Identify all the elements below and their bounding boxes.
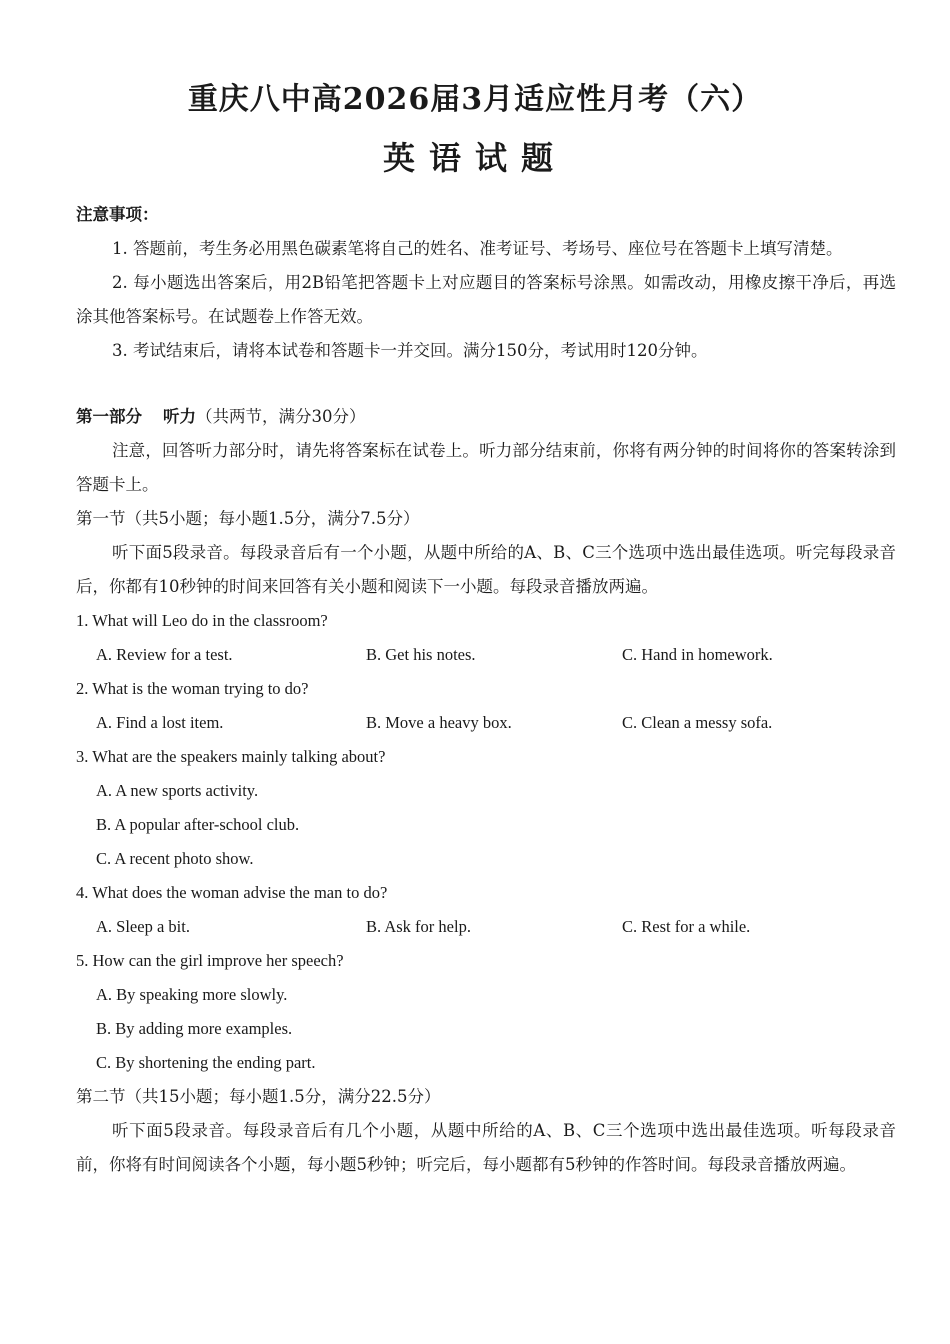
option-c: C. Hand in homework. [622, 645, 773, 664]
part1-instruction: 注意，回答听力部分时，请先将答案标在试卷上。听力部分结束前，你将有两分钟的时间将你的答案转涂到答题卡上。 [76, 441, 896, 494]
option-a: A. Find a lost item. [96, 713, 224, 732]
question-5: 5. How can the girl improve her speech? [76, 951, 344, 970]
notice-item-1: 1. 答题前，考生务必用黑色碳素笔将自己的姓名、准考证号、考场号、座位号在答题卡上填写清楚。 [112, 239, 843, 258]
question-4: 4. What does the woman advise the man to do? [76, 883, 388, 902]
option-b: B. Ask for help. [366, 917, 471, 936]
part1-points: （共两节，满分30分） [195, 407, 366, 426]
section2-heading: 第二节（共15小题；每小题1.5分，满分22.5分） [76, 1087, 441, 1106]
question-1: 1. What will Leo do in the classroom? [76, 611, 328, 630]
exam-body [76, 198, 896, 1182]
option-a: A. Sleep a bit. [96, 917, 190, 936]
option-a: A. By speaking more slowly. [96, 985, 288, 1004]
option-b: B. A popular after-school club. [96, 815, 300, 834]
option-b: B. Move a heavy box. [366, 713, 512, 732]
question-4-options [76, 910, 896, 944]
section1-heading: 第一节（共5小题；每小题1.5分，满分7.5分） [76, 509, 420, 528]
notice-item-2: 2. 每小题选出答案后，用2B铅笔把答题卡上对应题目的答案标号涂黑。如需改动，用橡皮擦干净后，再选涂其他答案标号。在试题卷上作答无效。 [76, 273, 896, 326]
notice-item-3: 3. 考试结束后，请将本试卷和答题卡一并交回。满分150分，考试用时120分钟。 [112, 341, 708, 360]
section1-instruction: 听下面5段录音。每段录音后有一个小题，从题中所给的A、B、C三个选项中选出最佳选项。听完每段录音后，你都有10秒钟的时间来回答有关小题和阅读下一小题。每段录音播放两遍。 [76, 543, 896, 596]
question-2-options [76, 706, 896, 740]
question-3: 3. What are the speakers mainly talking about? [76, 747, 386, 766]
part1-label: 第一部分 [76, 407, 142, 426]
subject-title: 英语试题 [382, 139, 567, 177]
part1-heading [76, 400, 896, 434]
option-c: C. By shortening the ending part. [96, 1053, 316, 1072]
option-c: C. Clean a messy sofa. [622, 713, 773, 732]
question-1-options [76, 638, 896, 672]
option-c: C. Rest for a while. [622, 917, 751, 936]
exam-title: 重庆八中高2026届3月适应性月考（六） [187, 82, 763, 117]
question-2: 2. What is the woman trying to do? [76, 679, 309, 698]
option-a: A. A new sports activity. [96, 781, 259, 800]
option-a: A. Review for a test. [96, 645, 233, 664]
part1-name: 听力 [162, 407, 196, 426]
section2-instruction: 听下面5段录音。每段录音后有几个小题，从题中所给的A、B、C三个选项中选出最佳选项。听每段录音前，你将有时间阅读各个小题，每小题5秒钟；听完后，每小题都有5秒钟的作答时间。每段录音播放两遍。 [76, 1121, 896, 1174]
option-c: C. A recent photo show. [96, 849, 254, 868]
option-b: B. By adding more examples. [96, 1019, 293, 1038]
notice-heading: 注意事项： [76, 205, 159, 224]
option-b: B. Get his notes. [366, 645, 476, 664]
